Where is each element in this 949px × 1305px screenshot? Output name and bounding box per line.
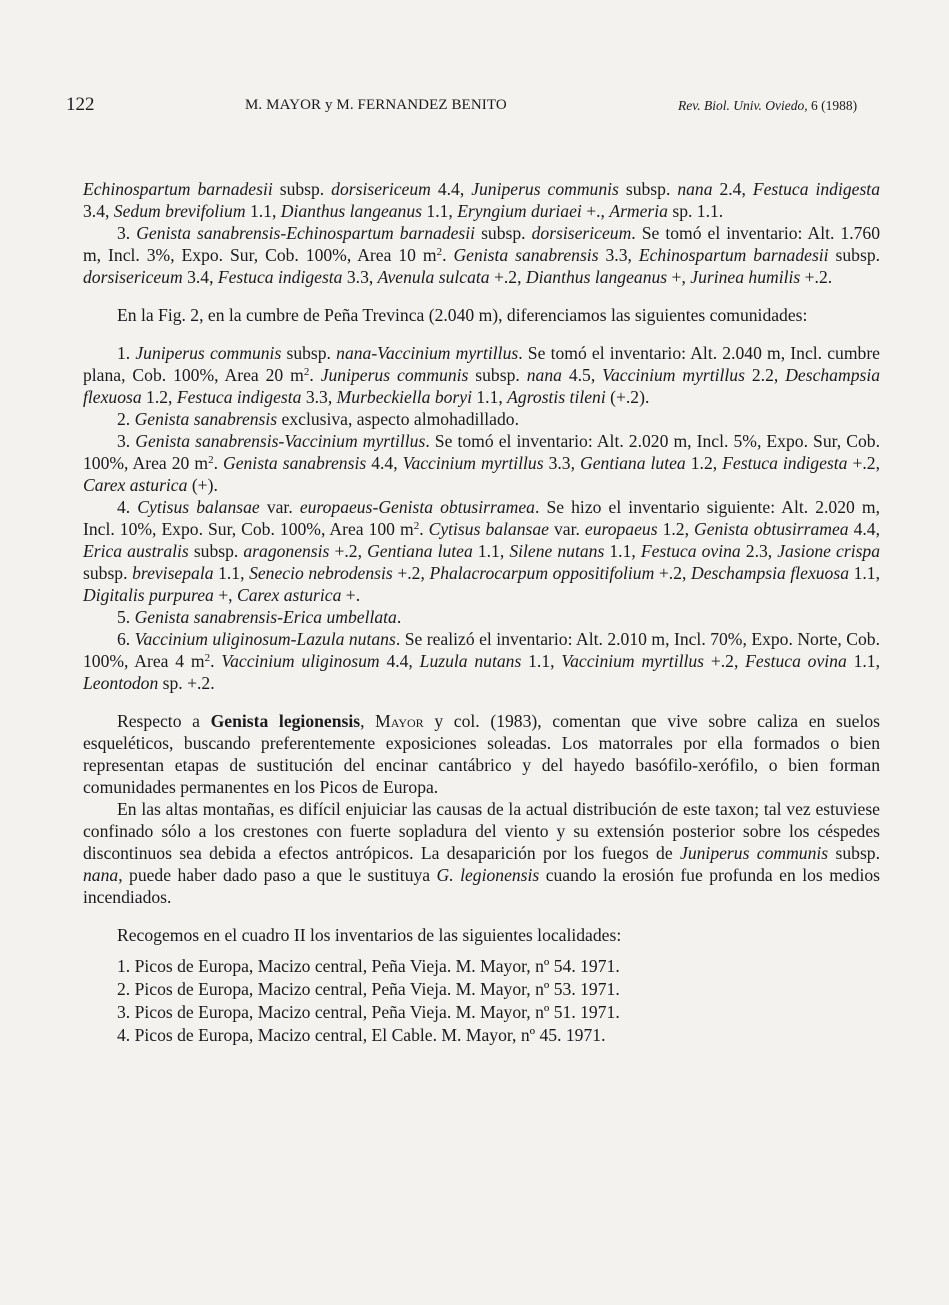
community-5-erica	[83, 606, 880, 628]
community-3-echinospartum	[83, 222, 880, 288]
text-run: .	[213, 453, 223, 473]
text-run: +,	[213, 585, 237, 605]
italic-text: Carex asturica	[83, 475, 188, 495]
italic-text: dorsisericeum	[83, 267, 183, 287]
locality-item: 3. Picos de Europa, Macizo central, Peña Vieja. M. Mayor, nº 51. 1971.	[117, 1002, 620, 1022]
text-run: 1.1,	[245, 201, 281, 221]
text-run: 1.1,	[849, 563, 880, 583]
text-run: .	[396, 607, 402, 627]
text-run: 1.1,	[846, 651, 880, 671]
text-run: var.	[548, 519, 585, 539]
italic-text: Echinospartum barnadesii	[83, 179, 273, 199]
text-run: 1.1,	[471, 387, 508, 407]
journal-citation	[678, 98, 857, 114]
text-run: 4.5,	[561, 365, 603, 385]
italic-text: nana	[677, 179, 713, 199]
italic-text: Juniperus communis	[680, 843, 829, 863]
text-run: +,	[667, 267, 691, 287]
italic-text: Juniperus communis	[471, 179, 619, 199]
running-header	[0, 94, 949, 118]
text-run: +.2,	[704, 651, 746, 671]
community-4-cytisus	[83, 496, 880, 606]
italic-text: Genista sanabrensis-Vaccinium myrtillus	[135, 431, 426, 451]
italic-text: Cytisus balansae	[428, 519, 549, 539]
text-run: , puede haber dado paso a que le sustituya	[118, 865, 437, 885]
italic-text: europaeus-Genista obtusirramea	[299, 497, 535, 517]
italic-text: Genista sanabrensis	[453, 245, 599, 265]
text-run: +.2,	[392, 563, 430, 583]
text-run: +.2.	[800, 267, 833, 287]
paragraph-cuadro-ii	[83, 924, 880, 946]
italic-text: Digitalis purpurea	[83, 585, 214, 605]
italic-text: Genista sanabrensis-Echinospartum barnadesii	[136, 223, 476, 243]
text-run: 1.1,	[604, 541, 641, 561]
community-6-vaccinium-uliginosum	[83, 628, 880, 694]
text-run: 3.4,	[83, 201, 114, 221]
text-run: subsp.	[188, 541, 244, 561]
text-run: 1.1,	[472, 541, 510, 561]
paragraph-pena-trevinca	[83, 304, 880, 326]
italic-text: aragonensis	[243, 541, 330, 561]
community-1-juniperus	[83, 342, 880, 408]
body-text	[83, 178, 880, 1047]
journal-name: Rev. Biol. Univ. Oviedo	[678, 98, 805, 113]
text-run: Respecto a	[117, 711, 211, 731]
italic-text: dorsisericeum	[531, 223, 632, 243]
italic-text: G. legionensis	[436, 865, 540, 885]
italic-text: Dianthus langeanus	[280, 201, 422, 221]
italic-text: Cytisus balansae	[137, 497, 260, 517]
italic-text: Genista sanabrensis	[134, 409, 278, 429]
superscript: 2	[204, 652, 211, 664]
text-run: +.,	[581, 201, 610, 221]
localities-list	[83, 955, 880, 1047]
italic-text: Vaccinium uliginosum	[221, 651, 380, 671]
text-run: subsp.	[468, 365, 527, 385]
italic-text: Jurinea humilis	[690, 267, 801, 287]
text-run: 2.	[117, 409, 135, 429]
text-run: cuando la erosión fue profunda en los medios incendiados.	[83, 865, 881, 907]
text-run: subsp.	[828, 245, 881, 265]
italic-text: Vaccinium uliginosum-Lazula nutans	[134, 629, 396, 649]
italic-text: Festuca indigesta	[752, 179, 880, 199]
text-run: 1.1,	[213, 563, 250, 583]
italic-text: Festuca indigesta	[722, 453, 848, 473]
text-run: +.	[341, 585, 361, 605]
italic-text: Gentiana lutea	[580, 453, 686, 473]
italic-text: Deschampsia flexuosa	[83, 365, 881, 407]
text-run: .	[210, 651, 222, 671]
text-run: Recogemos en el cuadro II los inventarios de las siguientes localidades:	[117, 925, 622, 945]
italic-text: Juniperus communis	[320, 365, 469, 385]
italic-text: Echinospartum barnadesii	[638, 245, 829, 265]
text-run: 1.2,	[685, 453, 723, 473]
community-3-vaccinium	[83, 430, 880, 496]
italic-text: Juniperus communis	[135, 343, 282, 363]
text-run: . Se tomó el inventario: Alt. 2.020 m, Incl. 5%, Expo. Sur, Cob. 100%, Area 20 m	[83, 431, 880, 473]
text-run: subsp.	[83, 563, 133, 583]
locality-item: 1. Picos de Europa, Macizo central, Peña Vieja. M. Mayor, nº 54. 1971.	[117, 956, 620, 976]
locality-item: 4. Picos de Europa, Macizo central, El Cable. M. Mayor, nº 45. 1971.	[117, 1025, 606, 1045]
text-run: subsp.	[281, 343, 337, 363]
text-run: 1.2,	[657, 519, 694, 539]
italic-text: Genista sanabrensis	[223, 453, 367, 473]
text-run: .	[309, 365, 321, 385]
paragraph-genista-legionensis	[83, 710, 880, 798]
italic-text: Vaccinium myrtillus	[602, 365, 745, 385]
text-run: 3.	[117, 223, 137, 243]
italic-text: Festuca indigesta	[217, 267, 343, 287]
italic-text: Festuca indigesta	[176, 387, 302, 407]
italic-text: Vaccinium myrtillus	[561, 651, 705, 671]
italic-text: Leontodon	[83, 673, 159, 693]
journal-volume: , 6 (1988)	[804, 98, 858, 113]
text-run: subsp.	[828, 843, 880, 863]
community-2-genista	[83, 408, 880, 430]
italic-text: Avenula sulcata	[377, 267, 490, 287]
text-run: 4.4,	[379, 651, 420, 671]
text-run: 4.4,	[430, 179, 472, 199]
italic-text: nana	[83, 865, 119, 885]
text-run: sp. +.2.	[158, 673, 215, 693]
italic-text: Murbeckiella boryi	[336, 387, 472, 407]
italic-text: brevisepala	[132, 563, 214, 583]
text-run: 3.	[117, 431, 136, 451]
italic-text: Silene nutans	[509, 541, 605, 561]
locality-item: 2. Picos de Europa, Macizo central, Peña Vieja. M. Mayor, nº 53. 1971.	[117, 979, 620, 999]
text-run: . Se hizo el inventario siguiente: Alt. 2.020 m, Incl. 10%, Expo. Sur, Cob. 100%, Area 100 m	[83, 497, 880, 539]
italic-text: Genista sanabrensis-Erica umbellata	[134, 607, 397, 627]
superscript: 2	[436, 246, 443, 258]
text-run: .	[419, 519, 429, 539]
text-run: (+).	[187, 475, 218, 495]
running-authors: M. MAYOR y M. FERNANDEZ BENITO	[245, 97, 507, 113]
text-run: sp. 1.1.	[667, 201, 724, 221]
text-run: +.2,	[329, 541, 368, 561]
italic-text: Jasione crispa	[777, 541, 881, 561]
text-run: +.2,	[489, 267, 526, 287]
italic-text: Gentiana lutea	[367, 541, 473, 561]
text-run: . Se tomó el inventario: Alt. 2.040 m, Incl. cumbre plana, Cob. 100%, Area 20 m	[83, 343, 880, 385]
text-run: (+.2).	[605, 387, 650, 407]
text-run: . Se realizó el inventario: Alt. 2.010 m, Incl. 70%, Expo. Norte, Cob. 100%, Area 4 m	[83, 629, 880, 671]
text-run: 1.1,	[422, 201, 458, 221]
italic-text: Vaccinium myrtillus	[402, 453, 544, 473]
text-run: 3.4,	[182, 267, 218, 287]
bold-text: Genista legionensis	[210, 711, 361, 731]
superscript: 2	[303, 366, 310, 378]
italic-text: Erica australis	[83, 541, 189, 561]
text-run: . Se tomó el inventario: Alt. 1.760 m, Incl. 3%, Expo. Sur, Cob. 100%, Area 10 m	[83, 223, 880, 265]
text-run: 3.3,	[342, 267, 378, 287]
text-run: En las altas montañas, es difícil enjuiciar las causas de la actual distribución de este taxon; tal vez estuviese confinado sólo a los crestones con fuerte sopladura del viento y su extensión posterior sobre los céspedes discontinuos sea debida a efectos antrópicos. La desaparición por los fuegos de	[83, 799, 880, 863]
italic-text: Eryngium duriaei	[457, 201, 582, 221]
text-run: +.2,	[654, 563, 691, 583]
italic-text: Senecio nebrodensis	[249, 563, 393, 583]
page-number: 122	[66, 94, 95, 115]
text-run: 1.1,	[521, 651, 562, 671]
paragraph-species-list	[83, 178, 880, 222]
text-run: 4.4,	[366, 453, 403, 473]
text-run: 2.2,	[744, 365, 786, 385]
italic-text: Phalacrocarpum oppositifolium	[429, 563, 655, 583]
italic-text: Sedum brevifolium	[113, 201, 246, 221]
text-run: En la Fig. 2, en la cumbre de Peña Trevinca (2.040 m), diferenciamos las siguientes comunidades:	[117, 305, 808, 325]
text-run: 4.	[117, 497, 138, 517]
paragraph-altas-montanas	[83, 798, 880, 908]
text-run: subsp.	[618, 179, 678, 199]
italic-text: Agrostis tileni	[507, 387, 606, 407]
italic-text: Festuca ovina	[640, 541, 741, 561]
italic-text: nana	[526, 365, 562, 385]
text-run: 5.	[117, 607, 135, 627]
italic-text: nana-Vaccinium myrtillus	[336, 343, 519, 363]
text-run: ,	[360, 711, 376, 731]
italic-text: Dianthus langeanus	[525, 267, 668, 287]
italic-text: europaeus	[584, 519, 658, 539]
text-run: 1.2,	[141, 387, 177, 407]
superscript: 2	[208, 454, 214, 466]
text-run: subsp.	[475, 223, 532, 243]
text-run: 2.3,	[740, 541, 778, 561]
text-run: 2.4,	[712, 179, 753, 199]
text-run: 1.	[117, 343, 136, 363]
italic-text: Luzula nutans	[419, 651, 522, 671]
text-run: exclusiva, aspecto almohadillado.	[277, 409, 519, 429]
superscript: 2	[413, 520, 420, 532]
text-run: 3.3,	[301, 387, 337, 407]
text-run: 3.3,	[543, 453, 581, 473]
italic-text: Carex asturica	[236, 585, 342, 605]
text-run: 3.3,	[598, 245, 639, 265]
italic-text: Armeria	[609, 201, 668, 221]
italic-text: Deschampsia flexuosa	[690, 563, 850, 583]
italic-text: dorsisericeum	[331, 179, 431, 199]
text-run: +.2,	[847, 453, 880, 473]
italic-text: Festuca ovina	[745, 651, 847, 671]
small-caps-text: Mayor	[375, 711, 424, 731]
text-run: var.	[259, 497, 300, 517]
italic-text: Genista obtusirramea	[694, 519, 849, 539]
text-run: .	[442, 245, 454, 265]
text-run: 4.4,	[848, 519, 880, 539]
text-run: y col. (1983), comentan que vive sobre caliza en suelos esqueléticos, buscando preferentemente exposiciones soleadas. Los matorrales por ella formados o bien representan etapas de sustitución del encinar cantábrico y del hayedo basófilo-xerófilo, o bien forman comunidades permanentes en los Picos de Europa.	[83, 711, 880, 797]
text-run: subsp.	[272, 179, 332, 199]
text-run: 6.	[117, 629, 135, 649]
